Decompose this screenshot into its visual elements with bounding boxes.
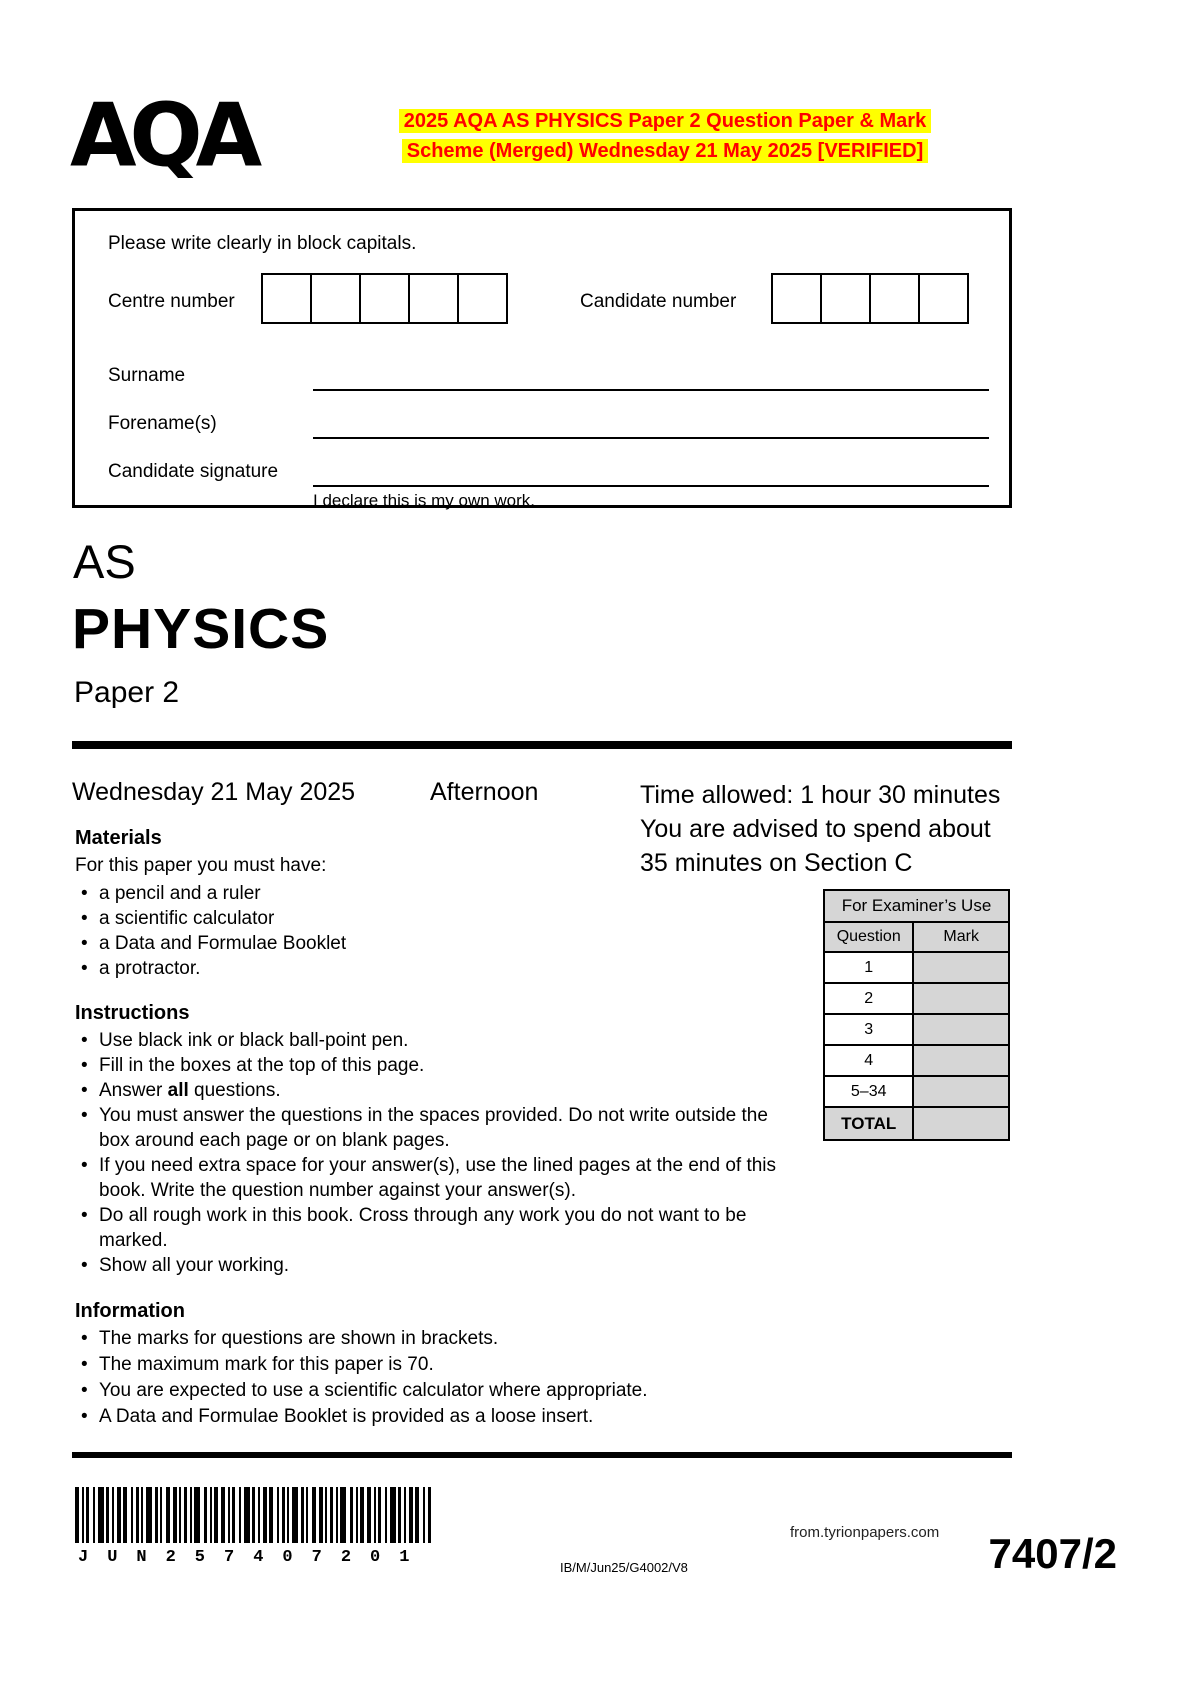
barcode-bar [287,1487,289,1543]
examiner-table-title: For Examiner’s Use [824,890,1009,922]
barcode-bar [93,1487,95,1543]
candidate-number-cell[interactable] [771,273,822,324]
barcode-bar [330,1487,333,1543]
barcode-bar [86,1487,89,1543]
question-number: 1 [824,952,913,983]
candidate-number-cell[interactable] [918,273,969,324]
subject-title: PHYSICS [72,597,330,661]
list-item: • a Data and Formulae Booklet [75,931,495,956]
barcode-bar [269,1487,273,1543]
barcode-bar [204,1487,207,1543]
barcode [75,1487,431,1543]
candidate-number-cell[interactable] [820,273,871,324]
barcode-bar [319,1487,323,1543]
barcode-bar [350,1487,353,1543]
barcode-bar [336,1487,338,1543]
barcode-bar [221,1487,225,1543]
advice-line-2: 35 minutes on Section C [640,849,913,877]
question-number: 2 [824,983,913,1014]
instruction-text: Answer [99,1080,168,1101]
question-column-header: Question [824,922,913,952]
question-number: 4 [824,1045,913,1076]
centre-number-input [261,273,508,324]
barcode-bar [385,1487,387,1543]
barcode-bar [184,1487,187,1543]
mark-cell[interactable] [913,1045,1009,1076]
list-item: • Fill in the boxes at the top of this page. [75,1053,800,1078]
information-list [75,1326,800,1430]
instruction-bold-text: all [167,1080,189,1101]
barcode-bar [423,1487,425,1543]
barcode-bar [325,1487,327,1543]
divider-rule-top [72,741,1012,749]
barcode-bar [252,1487,255,1543]
list-item: • a scientific calculator [75,906,495,931]
paper-code: 7407/2 [988,1530,1117,1577]
information-heading: Information [75,1300,185,1322]
total-mark-cell[interactable] [913,1107,1009,1140]
forenames-label: Forename(s) [108,413,217,434]
banner-line-1: 2025 AQA AS PHYSICS Paper 2 Question Paper & Mark [399,109,931,133]
list-item: • Show all your working. [75,1253,800,1278]
mark-cell[interactable] [913,1014,1009,1045]
barcode-bar [146,1487,152,1543]
list-item: • A Data and Formulae Booklet is provided as a loose insert. [75,1404,800,1430]
candidate-number-label: Candidate number [580,291,737,312]
list-item [75,1078,800,1103]
question-number: 3 [824,1014,913,1045]
barcode-bar [106,1487,109,1543]
time-allowed-block [640,778,1025,880]
barcode-bar [306,1487,308,1543]
barcode-bar [228,1487,230,1543]
signature-field[interactable] [313,485,989,487]
barcode-bar [292,1487,298,1543]
barcode-bar [356,1487,358,1543]
barcode-bar [117,1487,121,1543]
centre-number-cell[interactable] [408,273,459,324]
document-reference: IB/M/Jun25/G4002/V8 [560,1560,688,1575]
barcode-bar [244,1487,250,1543]
instructions-list [75,1028,800,1278]
advice-line-1: You are advised to spend about [640,815,991,843]
barcode-bar [282,1487,285,1543]
barcode-bar [277,1487,279,1543]
aqa-logo: AQA [70,85,256,187]
barcode-bar [98,1487,104,1543]
centre-number-cell[interactable] [261,273,312,324]
barcode-bar [173,1487,177,1543]
barcode-bar [415,1487,419,1543]
signature-label: Candidate signature [108,461,279,482]
barcode-bar [374,1487,376,1543]
list-item: • The maximum mark for this paper is 70. [75,1352,800,1378]
barcode-bar [214,1487,218,1543]
materials-list [75,881,495,981]
barcode-bar [123,1487,127,1543]
banner-line-2: Scheme (Merged) Wednesday 21 May 2025 [VERIFIED] [402,139,928,163]
barcode-bar [155,1487,158,1543]
barcode-bar [166,1487,170,1543]
declaration-text: I declare this is my own work. [313,491,536,510]
materials-heading: Materials [75,827,162,849]
barcode-bar [210,1487,212,1543]
centre-number-cell[interactable] [457,273,508,324]
barcode-bar [378,1487,381,1543]
divider-rule-bottom [72,1452,1012,1458]
barcode-text: JUN257407201 [78,1548,429,1567]
mark-column-header: Mark [913,922,1009,952]
mark-cell[interactable] [913,983,1009,1014]
barcode-bar [194,1487,200,1543]
barcode-bar [398,1487,401,1543]
mark-cell[interactable] [913,952,1009,983]
paper-number: Paper 2 [74,676,180,709]
barcode-bar [112,1487,114,1543]
barcode-bar [239,1487,241,1543]
candidate-details-box [72,208,1012,508]
barcode-bar [312,1487,316,1543]
list-item: • You are expected to use a scientific calculator where appropriate. [75,1378,800,1404]
barcode-bar [190,1487,192,1543]
exam-date: Wednesday 21 May 2025 [72,778,356,806]
surname-label: Surname [108,365,186,386]
total-label: TOTAL [824,1107,913,1140]
candidate-number-input [771,273,969,324]
list-item: • Use black ink or black ball-point pen. [75,1028,800,1053]
barcode-bar [82,1487,84,1543]
barcode-bar [141,1487,143,1543]
mark-cell[interactable] [913,1076,1009,1107]
barcode-bar [404,1487,406,1543]
barcode-bar [160,1487,162,1543]
centre-number-cell[interactable] [310,273,361,324]
materials-intro: For this paper you must have: [75,855,327,876]
barcode-bar [301,1487,304,1543]
candidate-number-cell[interactable] [869,273,920,324]
examiner-use-table [823,889,1010,1141]
barcode-bar [232,1487,235,1543]
list-item: • If you need extra space for your answer(s), use the lined pages at the end of this book. Write the question number against your answer(s). [75,1153,800,1203]
barcode-bar [409,1487,413,1543]
list-item: • The marks for questions are shown in brackets. [75,1326,800,1352]
centre-number-cell[interactable] [359,273,410,324]
barcode-bar [258,1487,260,1543]
surname-field[interactable] [313,389,989,391]
barcode-bar [75,1487,79,1543]
list-item: • You must answer the questions in the spaces provided. Do not write outside the box around each page or on blank pages. [75,1103,800,1153]
question-number: 5–34 [824,1076,913,1107]
barcode-bar [136,1487,139,1543]
forenames-field[interactable] [313,437,989,439]
barcode-bar [131,1487,133,1543]
list-item: • a pencil and a ruler [75,881,495,906]
barcode-bar [367,1487,371,1543]
merged-paper-banner [300,106,1030,166]
site-watermark: from.tyrionpapers.com [790,1524,940,1541]
instructions-heading: Instructions [75,1002,190,1024]
barcode-bar [428,1487,431,1543]
barcode-bar [340,1487,346,1543]
instruction-text: questions. [188,1080,281,1101]
block-capitals-instruction: Please write clearly in block capitals. [108,233,417,254]
barcode-bar [360,1487,364,1543]
barcode-bar [390,1487,396,1543]
time-allowed: Time allowed: 1 hour 30 minutes [640,781,1001,809]
list-item: • a protractor. [75,956,495,981]
barcode-bar [263,1487,267,1543]
barcode-bar [179,1487,181,1543]
exam-session: Afternoon [430,778,539,806]
centre-number-label: Centre number [108,291,235,312]
list-item: • Do all rough work in this book. Cross through any work you do not want to be marked. [75,1203,800,1253]
qualification-title: AS [73,535,136,588]
